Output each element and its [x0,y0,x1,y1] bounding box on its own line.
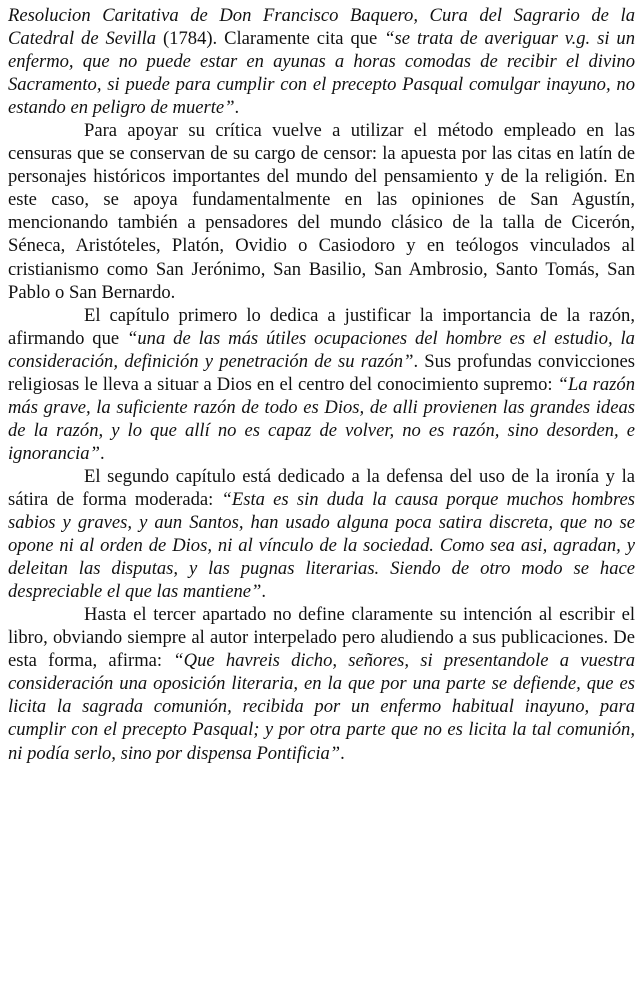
text-run: Hasta el tercer apartado no define claramente su intención al escribir el libro, obviando siempre al autor interpelado pero aludiendo a sus publicaciones. De esta forma, afirma: [8,604,635,672]
paragraph-1 [8,4,635,119]
quote-run: “Esta es sin duda la causa porque muchos hombres sabios y graves, y aun Santos, han usado alguna poca satira discreta, que no se opone ni al orden de Dios, ni al vínculo de la sociedad. Como sea asi, agradan, y deleitan las disputas, y las pugnas literarias. Siendo de otro modo se hace despreciable el que las mantiene” [8,488,635,603]
paragraph-5 [8,603,635,764]
text-run: Resolucion Caritativa de Don Francisco Baquero, Cura del Sagrario de la Catedral de Sevilla [8,5,635,50]
text-run: (1784). Claramente cita que [156,28,385,50]
quote-run: “La razón más grave, la suficiente razón de todo es Dios, de alli provienen las grandes ideas de la razón, y lo que allí no es capaz de volver, no es razón, sino desorden, e ignorancia” [8,373,635,464]
text-run: El segundo capítulo está dedicado a la defensa del uso de la ironía y la sátira de forma moderada: [8,465,635,510]
paragraph-4 [8,465,635,603]
text-run: El capítulo primero lo dedica a justificar la importancia de la razón, afirmando que [8,304,635,349]
text-run: Para apoyar su crítica vuelve a utilizar el método empleado en las censuras que se conservan de su cargo de censor: la apuesta por las citas en latín de personajes históricos importantes del mundo del pensamiento y de la religión. En este caso, se apoya fundamentalmente en las opiniones de San Agustín, mencionando también a pensadores del mundo clásico de la talla de Cicerón, Séneca, Aristóteles, Platón, Ovidio o Casiodoro y en teólogos vinculados al cristianismo como San Jerónimo, San Basilio, San Ambrosio, Santo Tomás, San Pablo o San Bernardo. [8,120,635,303]
text-run: . [99,442,105,464]
text-run: . [340,742,345,764]
quote-run: “Que havreis dicho, señores, si presentandole a vuestra consideración una oposición literaria, en la que por una parte se defiende, que es licita la sagrada comunión, recibida por un enfermo habitual inayuno, para cumplir con el precepto Pasqual; y por otra parte que no es licita la tal comunión, ni podía serlo, sino por dispensa Pontificia” [8,650,635,764]
text-run: . [234,97,240,119]
quote-run: “una de las más útiles ocupaciones del hombre es el estudio, la consideración, definición y penetración de su razón” [8,327,635,372]
paragraph-2 [8,119,635,303]
quote-run: “se trata de averiguar v.g. si un enfermo, que no puede estar en ayunas a horas comodas de recibir el divino Sacramento, si puede para cumplir con el precepto Pasqual comulgar inayuno, no estando en peligro de muerte” [8,28,635,119]
paragraph-3 [8,304,635,465]
text-run: . [261,581,267,603]
text-run: . Sus profundas convicciones religiosas le lleva a situar a Dios en el centro del conocimiento supremo: [8,350,635,395]
